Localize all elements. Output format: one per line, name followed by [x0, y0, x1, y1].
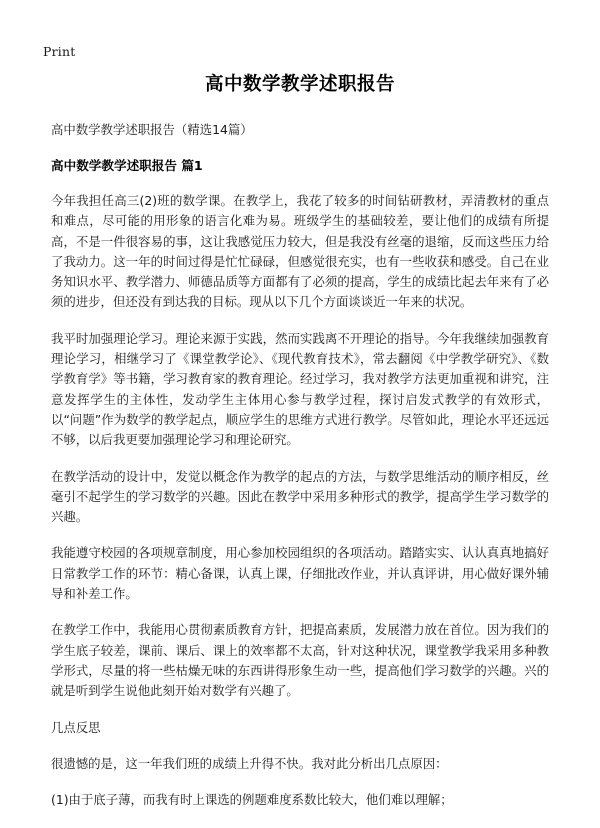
body-paragraph: 在教学活动的设计中，发觉以概念作为教学的起点的方法，与数学思维活动的顺序相反，丝毫引不起学生的学习数学的兴趣。因此在教学中采用多种形式的教学，提高学生学习数学的兴趣。	[51, 468, 549, 525]
body-paragraph: 在教学工作中，我能用心贯彻素质教育方针，把提高素质，发展潜力放在首位。因为我们的学生底子较差，课前、课后、课上的效率都不太高，针对这种状况，课堂教学我采用多种教学形式，尽量的将一些枯燥无味的东西讲得形象生动一些，提高他们学习数学的兴趣。兴的就是听到学生说他此刻开始对数学有兴趣了。	[51, 622, 549, 699]
print-button[interactable]: Print	[43, 44, 76, 59]
body-paragraph: 我能遵守校园的各项规章制度，用心参加校园组织的各项活动。踏踏实实、认认真真地搞好日常教学工作的环节：精心备课，认真上课，仔细批改作业，并认真评讲，用心做好课外辅导和补差工作。	[51, 545, 549, 602]
reflection-paragraph: 很遗憾的是，这一年我们班的成绩上升得不快。我对此分析出几点原因：	[51, 755, 448, 771]
reflection-paragraph: (1)由于底子薄，而我有时上课选的例题难度系数比较大，他们难以理解；	[51, 791, 453, 807]
body-paragraph: 我平时加强理论学习。理论来源于实践，然而实践离不开理论的指导。今年我继续加强教育理论学习，相继学习了《课堂教学论》、《现代教育技术》，常去翻阅《中学教学研究》、《数学教育学》等书籍，学习教育家的教育理论。经过学习，我对教学方法更加重视和讲究，注意发挥学生的主体性，发动学生主体用心参与教学过程，探讨启发式教学的有效形式，以“问题”作为数学的教学起点，顺应学生的思维方式进行教学。尽管如此，理论水平还远远不够，以后我更要加强理论学习和理论研究。	[51, 330, 549, 448]
page-title: 高中数学教学述职报告	[204, 74, 395, 95]
section-heading: 高中数学教学述职报告 篇1	[51, 158, 203, 173]
reflection-heading: 几点反思	[51, 719, 101, 735]
document-subtitle: 高中数学教学述职报告（精选14篇）	[51, 122, 253, 137]
body-paragraph: 今年我担任高三(2)班的数学课。在教学上，我花了较多的时间钻研教材，弄清教材的重点和难点，尽可能的用形象的语言化难为易。班级学生的基础较差，要让他们的成绩有所提高，不是一件很容易的事，这让我感觉压力较大，但是我没有丝毫的退缩，反而这些压力给了我动力。这一年的时间过得是忙忙碌碌，但感觉很充实，也有一些收获和感受。自己在业务知识水平、教学潜力、师德品质等方面都有了必须的提高，学生的成绩比起去年来有了必须的进步，但还没有到达我的目标。现从以下几个方面谈谈近一年来的状况。	[51, 193, 549, 310]
document-body	[51, 72, 549, 810]
